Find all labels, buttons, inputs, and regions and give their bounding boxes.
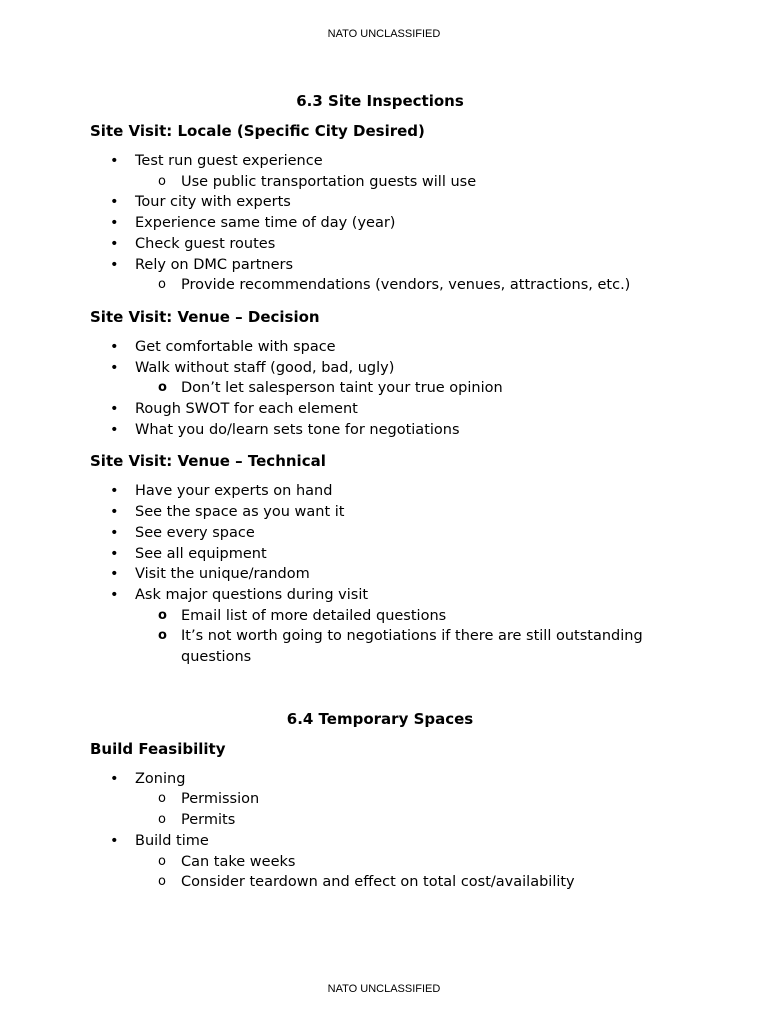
subheading: Site Visit: Venue – Decision (90, 307, 320, 326)
sub-bullet-icon: o (158, 173, 166, 189)
bullet-icon: • (110, 504, 119, 521)
sub-list-item (90, 872, 670, 893)
bullet-icon: • (110, 153, 119, 169)
sub-list-item-text: Can take weeks (181, 853, 296, 870)
list-item (90, 544, 670, 565)
bullet-icon: • (110, 421, 119, 438)
sub-bullet-icon: o (158, 607, 167, 623)
list-item-text: See the space as you want it (135, 504, 345, 521)
sub-bullet-list (135, 172, 670, 193)
sub-bullet-list (135, 606, 670, 668)
page-footer: NATO UNCLASSIFIED (327, 983, 441, 995)
sub-list-item (90, 172, 670, 193)
bullet-icon: • (110, 832, 119, 849)
list-item (90, 255, 670, 296)
sub-bullet-icon: o (158, 791, 166, 807)
list-item (90, 358, 670, 399)
section-title: 6.3 Site Inspections (296, 92, 464, 110)
document-body (90, 90, 670, 903)
bullet-icon: • (110, 483, 119, 500)
section-gap (90, 678, 670, 708)
sub-list-item (90, 810, 670, 831)
bullet-icon: • (110, 586, 119, 603)
page-header: NATO UNCLASSIFIED (327, 28, 441, 40)
sub-bullet-icon: o (158, 628, 167, 644)
sub-list-item-text: It’s not worth going to negotiations if there are still outstanding questions (181, 628, 643, 666)
sub-bullet-list (135, 789, 670, 830)
list-item (90, 151, 670, 192)
sub-list-item-text: Permits (181, 812, 236, 829)
bullet-icon: • (110, 524, 119, 541)
list-item (90, 420, 670, 441)
sub-bullet-icon: o (158, 874, 166, 890)
bullet-list (90, 151, 670, 296)
list-item (90, 399, 670, 420)
subheading: Build Feasibility (90, 739, 226, 758)
sub-bullet-list (135, 378, 670, 399)
list-item (90, 502, 670, 523)
list-item-text: Rely on DMC partners (135, 256, 294, 273)
sub-list-item (90, 606, 670, 627)
list-item (90, 585, 670, 668)
bullet-icon: • (110, 401, 119, 418)
list-item (90, 192, 670, 213)
subheading: Site Visit: Venue – Technical (90, 452, 326, 471)
list-item-text: See all equipment (135, 545, 267, 562)
list-item-text: Tour city with experts (135, 194, 291, 211)
list-item-text: Ask major questions during visit (135, 586, 369, 603)
sub-bullet-icon: o (158, 812, 166, 828)
list-item-text: Visit the unique/random (135, 566, 310, 583)
bullet-list (90, 337, 670, 441)
list-item-text: See every space (135, 524, 255, 541)
list-item (90, 523, 670, 544)
sub-list-item (90, 275, 670, 296)
list-item-text: Check guest routes (135, 235, 276, 252)
bullet-icon: • (110, 194, 119, 211)
list-item-text: Get comfortable with space (135, 338, 336, 355)
sub-list-item-text: Use public transportation guests will use (181, 173, 477, 190)
sub-list-item-text: Email list of more detailed questions (181, 607, 447, 624)
bullet-icon: • (110, 566, 119, 583)
list-item (90, 213, 670, 234)
sub-list-item-text: Permission (181, 791, 260, 808)
bullet-icon: • (110, 770, 119, 787)
sub-list-item-text: Don’t let salesperson taint your true opinion (181, 380, 503, 397)
bullet-icon: • (110, 256, 119, 273)
bullet-icon: • (110, 359, 119, 376)
list-item-text: Test run guest experience (135, 153, 323, 169)
bullet-icon: • (110, 338, 119, 355)
section-title: 6.4 Temporary Spaces (286, 709, 474, 728)
sub-bullet-icon: o (158, 853, 166, 869)
list-item-text: What you do/learn sets tone for negotiations (135, 421, 460, 438)
list-item (90, 234, 670, 255)
bullet-list (90, 769, 670, 893)
sub-bullet-list (135, 275, 670, 296)
list-item-text: Experience same time of day (year) (135, 215, 396, 232)
list-item (90, 337, 670, 358)
bullet-list (90, 481, 670, 667)
list-item-text: Build time (135, 832, 209, 849)
sub-list-item (90, 378, 670, 399)
list-item-text: Have your experts on hand (135, 483, 333, 500)
sub-list-item (90, 789, 670, 810)
list-item-text: Zoning (135, 770, 186, 787)
sub-list-item-text: Consider teardown and effect on total cost/availability (181, 874, 575, 891)
list-item (90, 831, 670, 893)
sub-list-item (90, 852, 670, 873)
list-item (90, 769, 670, 831)
sub-bullet-icon: o (158, 380, 167, 396)
bullet-icon: • (110, 235, 119, 252)
sub-bullet-icon: o (158, 277, 166, 293)
bullet-icon: • (110, 545, 119, 562)
sub-list-item (90, 626, 670, 667)
list-item-text: Rough SWOT for each element (135, 401, 358, 418)
sub-list-item-text: Provide recommendations (vendors, venues, attractions, etc.) (181, 277, 631, 294)
list-item-text: Walk without staff (good, bad, ugly) (135, 359, 395, 376)
bullet-icon: • (110, 215, 119, 232)
list-item (90, 564, 670, 585)
list-item (90, 481, 670, 502)
sub-bullet-list (135, 852, 670, 893)
subheading: Site Visit: Locale (Specific City Desired) (90, 122, 425, 140)
